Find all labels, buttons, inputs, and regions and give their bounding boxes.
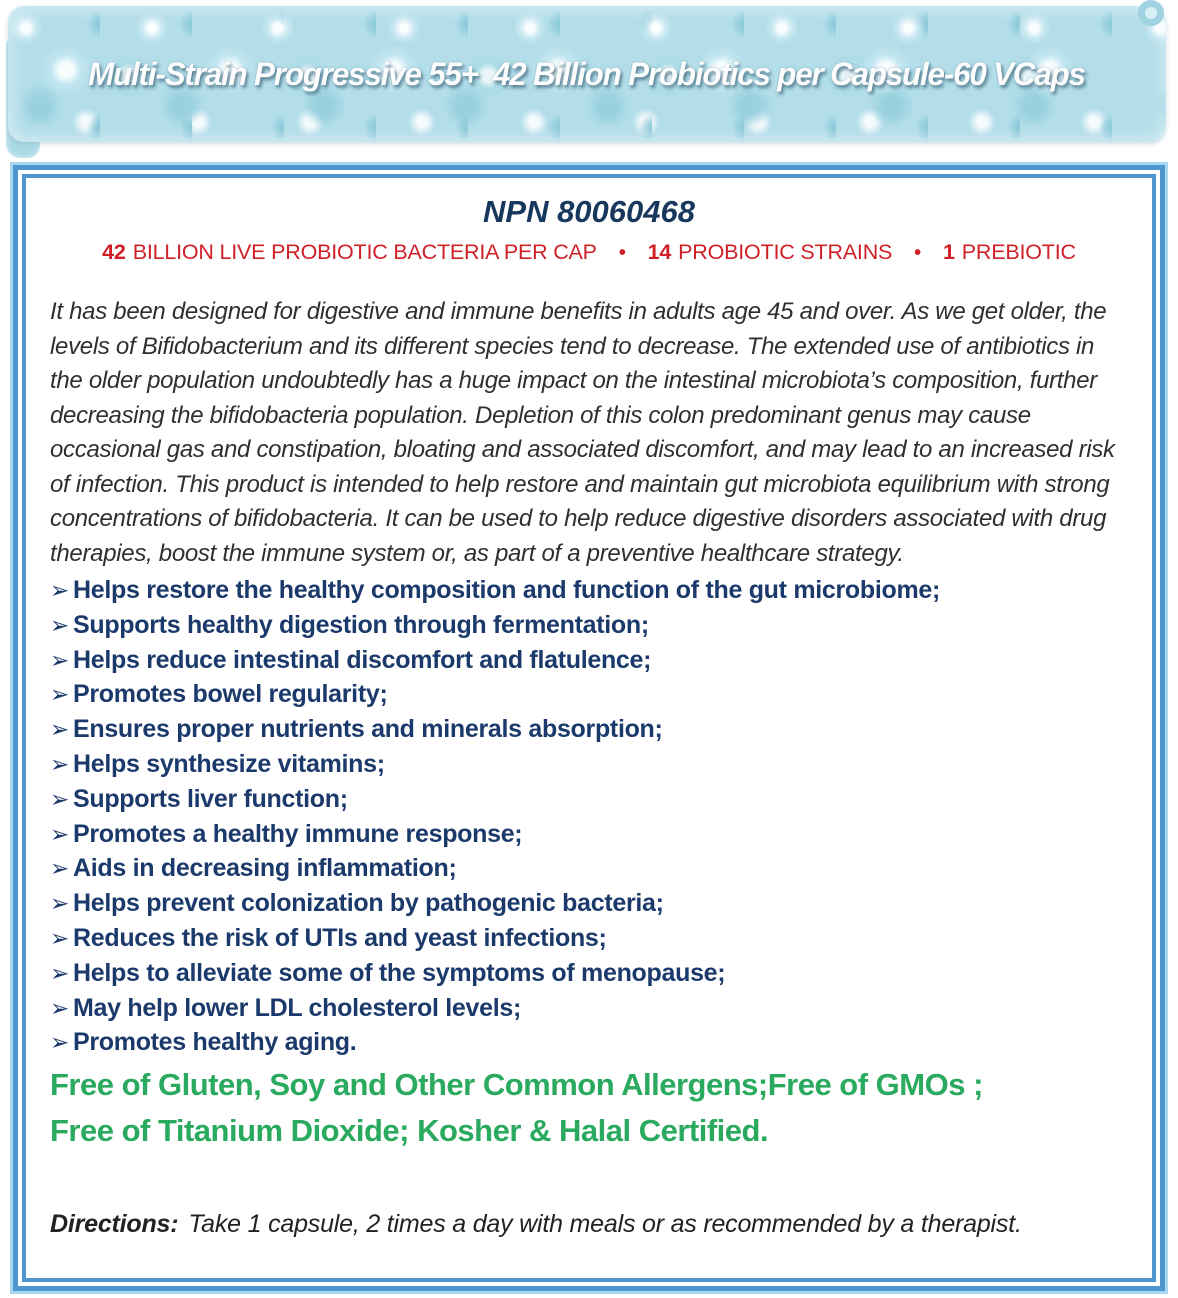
free-of-line-2: Free of Titanium Dioxide; Kosher & Halal Certified. (50, 1113, 769, 1149)
headline-text-strains: PROBIOTIC STRAINS (678, 240, 893, 264)
benefits-list (50, 573, 1128, 1060)
benefit-text: Helps to alleviate some of the symptoms of menopause; (72, 958, 726, 987)
free-of-claims (50, 1062, 1128, 1154)
benefit-item (50, 921, 1128, 956)
benefit-text: Supports liver function; (72, 784, 348, 813)
headline-text-bacteria: BILLION LIVE PROBIOTIC BACTERIA PER CAP (132, 240, 597, 264)
arrowhead-bullet-icon: ➢ (50, 577, 69, 603)
arrowhead-bullet-icon: ➢ (50, 959, 69, 986)
benefit-item (50, 677, 1128, 712)
benefit-text: Reduces the risk of UTIs and yeast infections; (72, 923, 607, 952)
arrowhead-bullet-icon: ➢ (50, 750, 69, 777)
banner-bubble-background (8, 6, 1166, 142)
benefit-text: Promotes bowel regularity; (72, 680, 388, 709)
product-title: Multi-Strain Progressive 55+ 42 Billion Probiotics per Capsule-60 VCaps (88, 55, 1086, 92)
header-banner (8, 6, 1166, 142)
benefit-text: Ensures proper nutrients and minerals absorption; (72, 715, 663, 744)
benefit-item (50, 991, 1128, 1026)
arrowhead-bullet-icon: ➢ (50, 890, 69, 917)
arrowhead-bullet-icon: ➢ (50, 681, 69, 708)
arrowhead-bullet-icon: ➢ (50, 924, 69, 951)
headline-count-strains: 14 (647, 240, 672, 264)
headline-count-bacteria: 42 (102, 240, 126, 264)
benefit-item (50, 782, 1128, 817)
content-frame-inner (22, 174, 1156, 1282)
benefit-item (50, 608, 1128, 643)
benefit-text: Helps restore the healthy composition and function of the gut microbiome; (72, 576, 941, 604)
benefit-item (50, 643, 1128, 678)
directions-text: Take 1 capsule, 2 times a day with meals or as recommended by a therapist. (188, 1210, 1022, 1239)
benefit-item (50, 817, 1128, 852)
benefit-item (50, 747, 1128, 782)
arrowhead-bullet-icon: ➢ (50, 611, 69, 638)
benefit-item (50, 573, 1128, 608)
benefit-text: Supports healthy digestion through fermentation; (72, 610, 649, 639)
banner-curl-decoration (1138, 0, 1164, 26)
benefit-text: Aids in decreasing inflammation; (72, 854, 457, 883)
arrowhead-bullet-icon: ➢ (50, 646, 69, 673)
directions (50, 1210, 1128, 1239)
benefit-text: Helps synthesize vitamins; (72, 749, 385, 778)
content-frame-outer (10, 162, 1168, 1294)
product-description: It has been designed for digestive and immune benefits in adults age 45 and over. As we get older, the levels of Bifidobacterium and its different species tend to decrease. The extended use of antibiotics in the older population undoubtedly has a huge impact on the intestinal microbiota’s composition, further decreasing the bifidobacteria population. Depletion of this colon predominant genus may cause occasional gas and constipation, bloating and associated discomfort, and may lead to an increased risk of infection. This product is intended to help restore and maintain gut microbiota equilibrium with strong concentrations of bifidobacteria. It can be used to help reduce digestive disorders associated with drug therapies, boost the immune system or, as part of a preventive healthcare strategy. (50, 298, 1115, 567)
benefit-item (50, 1025, 1128, 1060)
directions-label: Directions: (50, 1210, 179, 1239)
arrowhead-bullet-icon: ➢ (50, 820, 69, 847)
benefit-item (50, 886, 1128, 921)
bullet-separator-icon: • (618, 242, 626, 264)
benefit-text: Helps prevent colonization by pathogenic bacteria; (72, 889, 664, 918)
benefit-text: Promotes a healthy immune response; (72, 819, 523, 848)
arrowhead-bullet-icon: ➢ (50, 855, 69, 882)
benefit-item (50, 851, 1128, 886)
benefit-text: May help lower LDL cholesterol levels; (72, 993, 521, 1022)
content-frame-middle (13, 165, 1165, 1291)
arrowhead-bullet-icon: ➢ (50, 1029, 69, 1056)
headline-count-prebiotic: 1 (942, 240, 955, 264)
arrowhead-bullet-icon: ➢ (50, 716, 69, 743)
npn-number: NPN 80060468 (483, 194, 695, 229)
benefit-text: Promotes healthy aging. (72, 1028, 357, 1057)
headline-text-prebiotic: PREBIOTIC (961, 240, 1076, 264)
benefit-item (50, 956, 1128, 991)
arrowhead-bullet-icon: ➢ (50, 994, 69, 1021)
benefit-item (50, 712, 1128, 747)
arrowhead-bullet-icon: ➢ (50, 785, 69, 812)
benefit-text: Helps reduce intestinal discomfort and flatulence; (72, 645, 652, 674)
product-headline (50, 240, 1128, 265)
free-of-line-1: Free of Gluten, Soy and Other Common Allergens;Free of GMOs ; (50, 1067, 983, 1103)
bullet-separator-icon: • (914, 242, 921, 264)
